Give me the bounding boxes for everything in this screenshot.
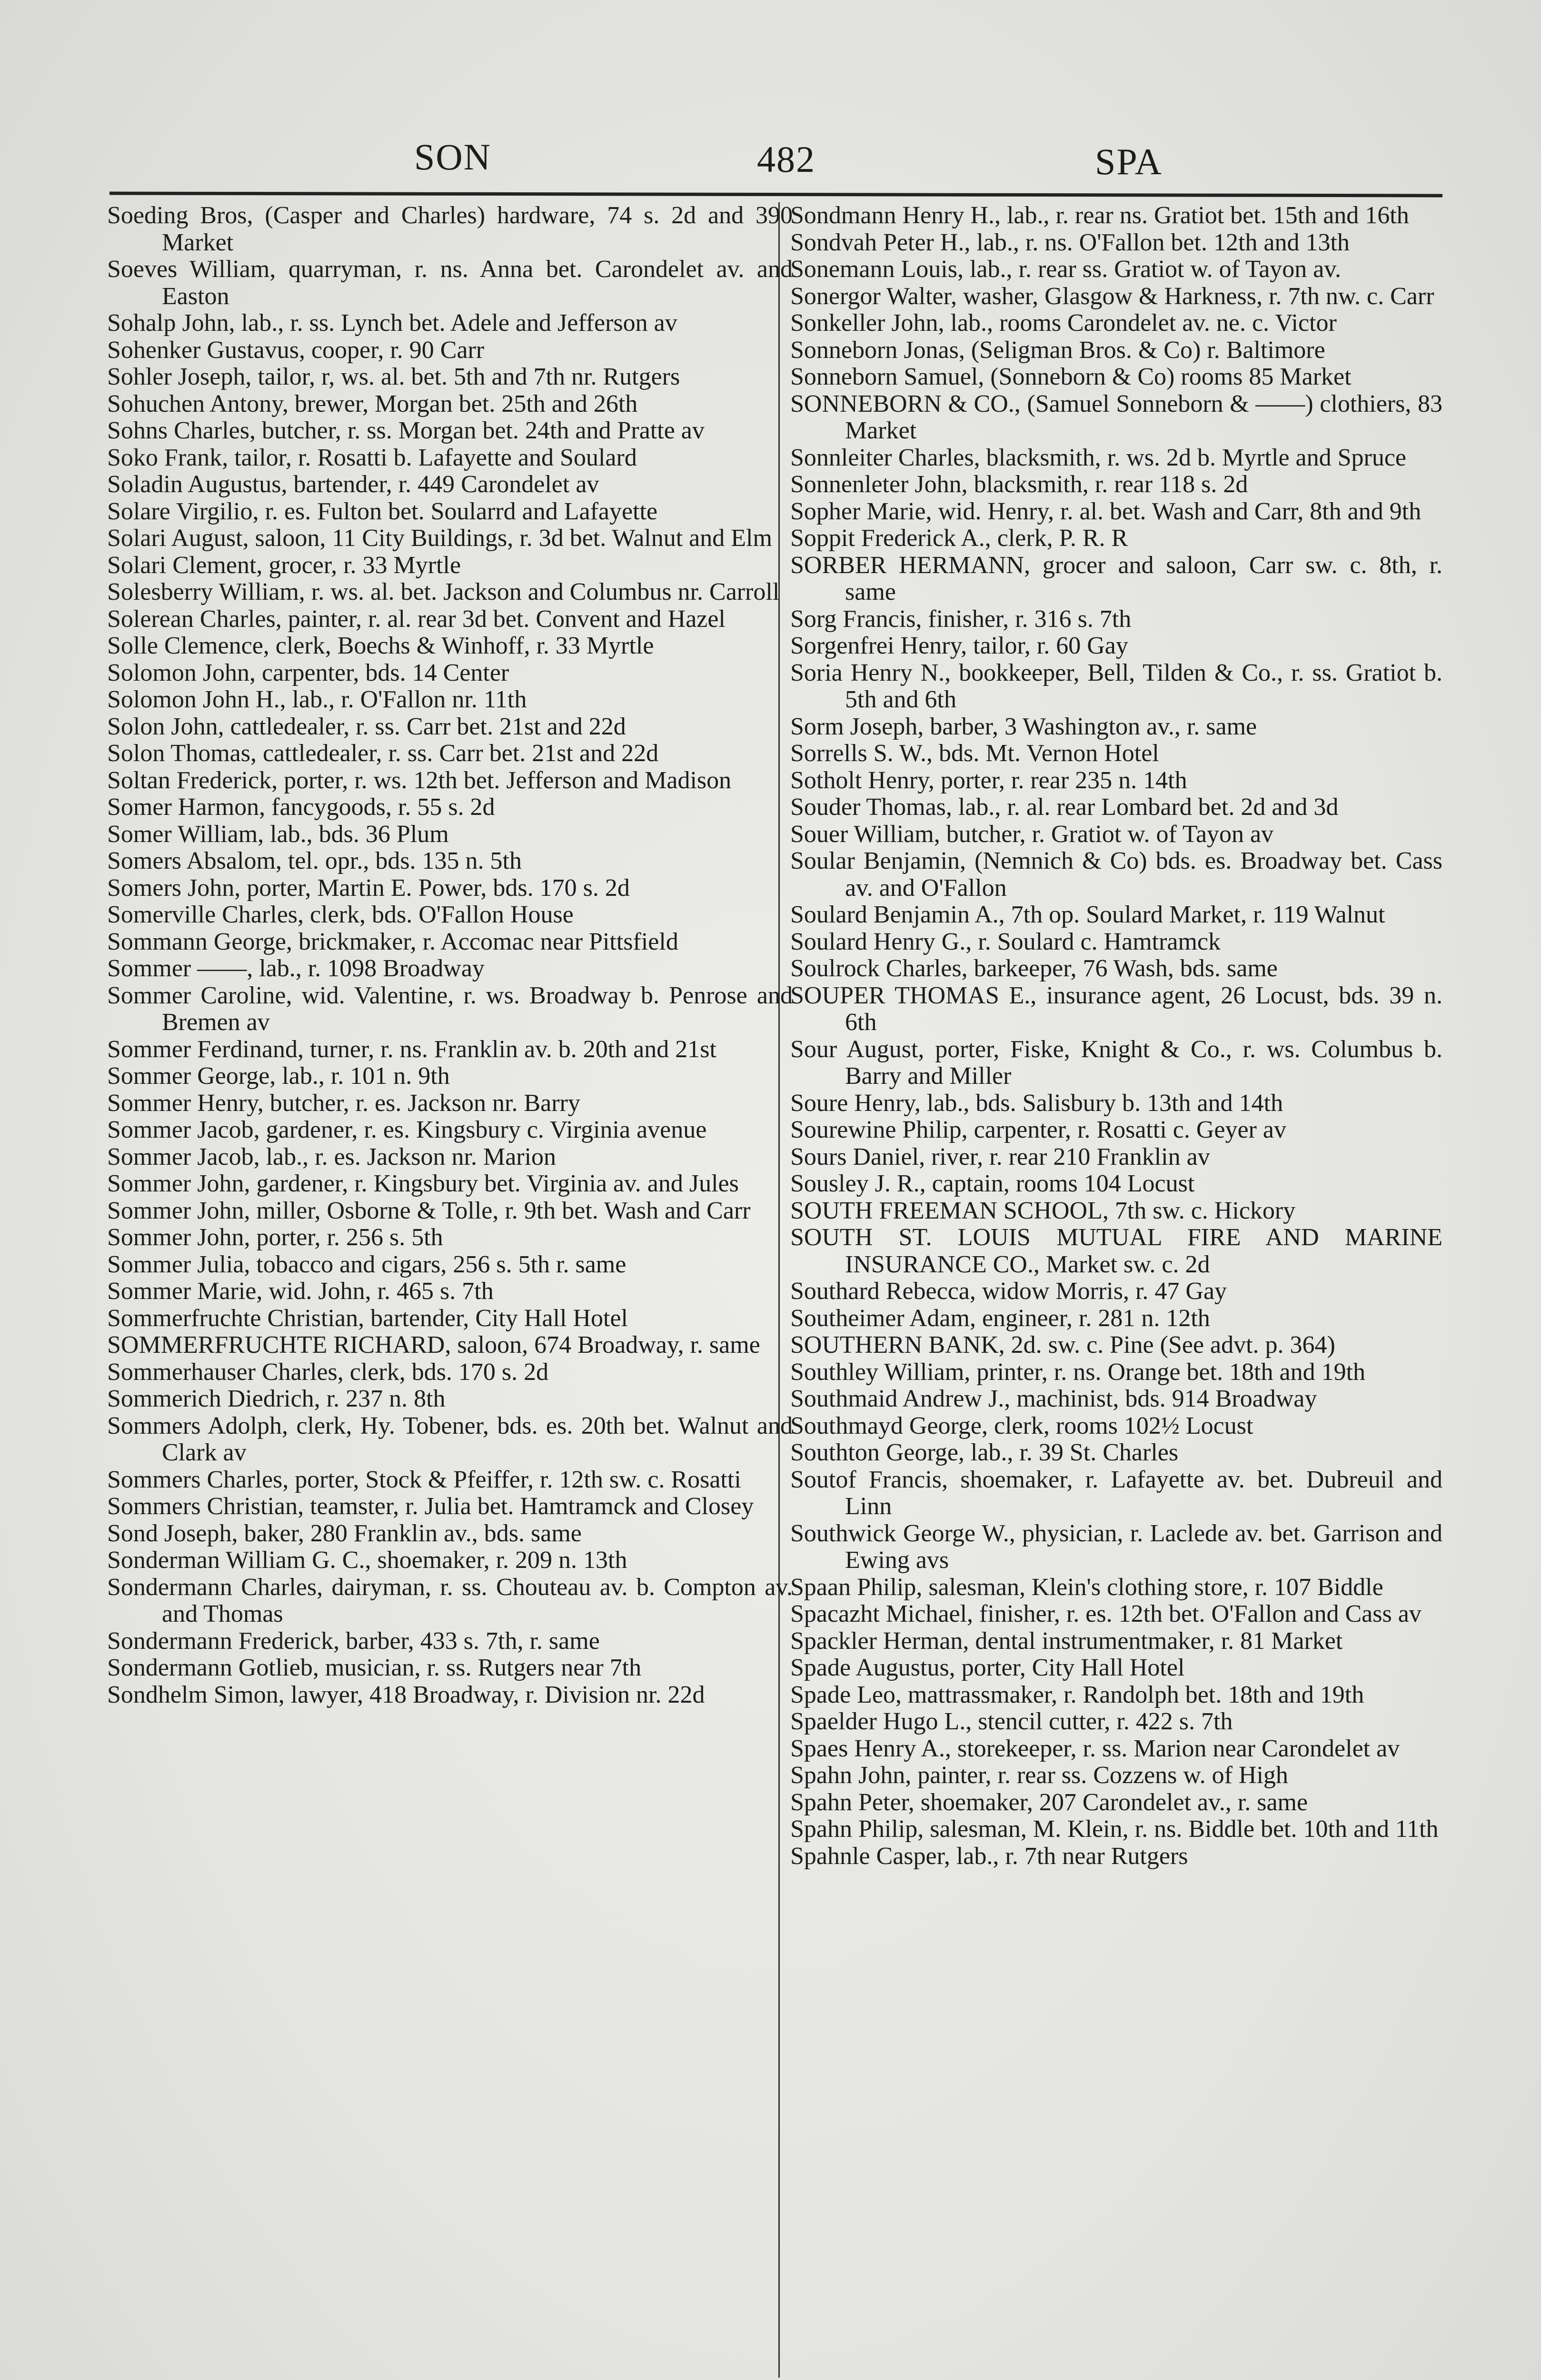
directory-entry: Sommer Jacob, gardener, r. es. Kingsbury c. Virginia avenue	[107, 1116, 707, 1143]
directory-entry: Soutof Francis, shoemaker, r. Lafayette av. bet. Dubreuil and Linn	[790, 1466, 1442, 1520]
directory-entry: Spade Leo, mattrassmaker, r. Randolph bet. 18th and 19th	[790, 1681, 1364, 1708]
directory-entry: SOUTHERN BANK, 2d. sw. c. Pine (See advt. p. 364)	[790, 1331, 1335, 1359]
directory-entry: Spacazht Michael, finisher, r. es. 12th bet. O'Fallon and Cass av	[790, 1600, 1422, 1627]
directory-entry: Sohuchen Antony, brewer, Morgan bet. 25th and 26th	[107, 390, 638, 417]
directory-entry: Sonemann Louis, lab., r. rear ss. Gratiot w. of Tayon av.	[790, 256, 1341, 283]
directory-entry: Sohler Joseph, tailor, r, ws. al. bet. 5th and 7th nr. Rutgers	[107, 363, 680, 390]
directory-entry: Sondermann Frederick, barber, 433 s. 7th, r. same	[107, 1627, 600, 1655]
directory-entry: Solle Clemence, clerk, Boechs & Winhoff, r. 33 Myrtle	[107, 632, 654, 659]
directory-entry: Somers John, porter, Martin E. Power, bds. 170 s. 2d	[107, 874, 630, 902]
directory-entry: Sommer John, gardener, r. Kingsbury bet. Virginia av. and Jules	[107, 1170, 739, 1197]
directory-entry: Soure Henry, lab., bds. Salisbury b. 13th and 14th	[790, 1089, 1283, 1117]
directory-entry: Sond Joseph, baker, 280 Franklin av., bds. same	[107, 1519, 582, 1547]
directory-entry: Sourewine Philip, carpenter, r. Rosatti c. Geyer av	[790, 1116, 1286, 1143]
directory-entry: Sommers Christian, teamster, r. Julia bet. Hamtramck and Closey	[107, 1493, 754, 1520]
directory-entry: Solon John, cattledealer, r. ss. Carr bet. 21st and 22d	[107, 713, 626, 740]
directory-entry: Sommer Jacob, lab., r. es. Jackson nr. Marion	[107, 1143, 557, 1170]
directory-entry: Soria Henry N., bookkeeper, Bell, Tilden & Co., r. ss. Gratiot b. 5th and 6th	[790, 659, 1442, 713]
directory-entry: Somer Harmon, fancygoods, r. 55 s. 2d	[107, 793, 495, 821]
directory-entry: Soulard Benjamin A., 7th op. Soulard Market, r. 119 Walnut	[790, 901, 1385, 928]
directory-entry: Spahn Peter, shoemaker, 207 Carondelet av., r. same	[790, 1788, 1308, 1816]
directory-entry: Sommerhauser Charles, clerk, bds. 170 s. 2d	[107, 1358, 549, 1386]
directory-entry: Southton George, lab., r. 39 St. Charles	[790, 1439, 1179, 1466]
directory-entry: Southley William, printer, r. ns. Orange bet. 18th and 19th	[790, 1358, 1366, 1386]
directory-entry: Spade Augustus, porter, City Hall Hotel	[790, 1654, 1185, 1681]
directory-entry: Sorgenfrei Henry, tailor, r. 60 Gay	[790, 632, 1128, 659]
directory-entry: Sommers Adolph, clerk, Hy. Tobener, bds. es. 20th bet. Walnut and Clark av	[107, 1412, 793, 1466]
directory-entry: Solerean Charles, painter, r. al. rear 3d bet. Convent and Hazel	[107, 605, 726, 633]
directory-entry: Soko Frank, tailor, r. Rosatti b. Lafayette and Soulard	[107, 444, 637, 471]
directory-entry: Solon Thomas, cattledealer, r. ss. Carr bet. 21st and 22d	[107, 740, 659, 767]
directory-entry: Sonderman William G. C., shoemaker, r. 209 n. 13th	[107, 1547, 627, 1574]
directory-entry: Sommer Henry, butcher, r. es. Jackson nr. Barry	[107, 1089, 580, 1117]
directory-entry: Spaelder Hugo L., stencil cutter, r. 422 s. 7th	[790, 1708, 1233, 1735]
directory-entry: Sousley J. R., captain, rooms 104 Locust	[790, 1170, 1195, 1197]
directory-entry: Southmaid Andrew J., machinist, bds. 914 Broadway	[790, 1385, 1317, 1412]
directory-entry: Sorrells S. W., bds. Mt. Vernon Hotel	[790, 740, 1159, 767]
directory-entry: Sours Daniel, river, r. rear 210 Franklin av	[790, 1143, 1210, 1170]
directory-entry: Sommer Ferdinand, turner, r. ns. Franklin av. b. 20th and 21st	[107, 1035, 716, 1063]
directory-entry: Sondhelm Simon, lawyer, 418 Broadway, r. Division nr. 22d	[107, 1681, 705, 1708]
directory-entry: Sonneborn Samuel, (Sonneborn & Co) rooms 85 Market	[790, 363, 1352, 390]
directory-entry: Sonneborn Jonas, (Seligman Bros. & Co) r. Baltimore	[790, 336, 1325, 364]
directory-entry: Spackler Herman, dental instrumentmaker, r. 81 Market	[790, 1627, 1343, 1655]
directory-entry: Sohns Charles, butcher, r. ss. Morgan bet. 24th and Pratte av	[107, 417, 705, 444]
directory-entry: Soeves William, quarryman, r. ns. Anna bet. Carondelet av. and Easton	[107, 256, 793, 310]
directory-entry: Sopher Marie, wid. Henry, r. al. bet. Wash and Carr, 8th and 9th	[790, 497, 1422, 525]
directory-entry: Sommer ——, lab., r. 1098 Broadway	[107, 955, 485, 982]
directory-entry: Sohenker Gustavus, cooper, r. 90 Carr	[107, 336, 485, 364]
directory-entry: Sorm Joseph, barber, 3 Washington av., r. same	[790, 713, 1257, 740]
directory-entry: Somerville Charles, clerk, bds. O'Fallon House	[107, 901, 574, 928]
directory-entry: Sommann George, brickmaker, r. Accomac near Pittsfield	[107, 928, 678, 955]
directory-entry: Sommerfruchte Christian, bartender, City Hall Hotel	[107, 1304, 628, 1332]
directory-entry: Souer William, butcher, r. Gratiot w. of Tayon av	[790, 820, 1274, 848]
directory-entry: Southard Rebecca, widow Morris, r. 47 Gay	[790, 1278, 1227, 1305]
directory-entry: Sommer Marie, wid. John, r. 465 s. 7th	[107, 1278, 494, 1305]
directory-entry: Soladin Augustus, bartender, r. 449 Carondelet av	[107, 471, 599, 498]
directory-entry: SOMMERFRUCHTE RICHARD, saloon, 674 Broadway, r. same	[107, 1331, 760, 1359]
directory-entry: Soppit Frederick A., clerk, P. R. R	[790, 525, 1128, 552]
directory-entry: Southwick George W., physician, r. Laclede av. bet. Garrison and Ewing avs	[790, 1519, 1442, 1574]
directory-entry: Spaes Henry A., storekeeper, r. ss. Marion near Carondelet av	[790, 1735, 1400, 1762]
directory-entry: Solari Clement, grocer, r. 33 Myrtle	[107, 551, 461, 579]
right-guide-word: SPA	[1095, 141, 1163, 182]
directory-entry: Souder Thomas, lab., r. al. rear Lombard bet. 2d and 3d	[790, 793, 1339, 821]
directory-entry: Sohalp John, lab., r. ss. Lynch bet. Adele and Jefferson av	[107, 309, 677, 337]
directory-entry: Sondermann Charles, dairyman, r. ss. Chouteau av. b. Compton av. and Thomas	[107, 1573, 793, 1627]
directory-entry: Spahn John, painter, r. rear ss. Cozzens w. of High	[790, 1762, 1288, 1789]
directory-entry: Sour August, porter, Fiske, Knight & Co., r. ws. Columbus b. Barry and Miller	[790, 1035, 1442, 1090]
directory-entry: Solomon John H., lab., r. O'Fallon nr. 11th	[107, 686, 527, 713]
directory-entry: Solomon John, carpenter, bds. 14 Center	[107, 659, 509, 686]
directory-entry: Sorg Francis, finisher, r. 316 s. 7th	[790, 605, 1132, 633]
directory-entry: Sonkeller John, lab., rooms Carondelet av. ne. c. Victor	[790, 309, 1337, 337]
directory-entry: SORBER HERMANN, grocer and saloon, Carr sw. c. 8th, r. same	[790, 551, 1442, 605]
directory-entry: Spahnle Casper, lab., r. 7th near Rutgers	[790, 1842, 1188, 1870]
directory-entry: Spahn Philip, salesman, M. Klein, r. ns. Biddle bet. 10th and 11th	[790, 1815, 1439, 1843]
left-column	[107, 202, 793, 1708]
left-guide-word: SON	[414, 136, 492, 178]
directory-entry: SOUPER THOMAS E., insurance agent, 26 Locust, bds. 39 n. 6th	[790, 982, 1442, 1036]
directory-entry: Soeding Bros, (Casper and Charles) hardware, 74 s. 2d and 390 Market	[107, 202, 793, 256]
directory-entry: Soulrock Charles, barkeeper, 76 Wash, bds. same	[790, 955, 1278, 982]
directory-entry: Sonnenleter John, blacksmith, r. rear 118 s. 2d	[790, 471, 1248, 498]
directory-entry: Sondvah Peter H., lab., r. ns. O'Fallon bet. 12th and 13th	[790, 228, 1350, 256]
right-column	[790, 202, 1442, 1870]
directory-entry: Solare Virgilio, r. es. Fulton bet. Soularrd and Lafayette	[107, 497, 658, 525]
directory-entry: Somer William, lab., bds. 36 Plum	[107, 820, 449, 848]
page-number: 482	[757, 139, 815, 180]
directory-entry: SONNEBORN & CO., (Samuel Sonneborn & ——) clothiers, 83 Market	[790, 390, 1442, 444]
directory-entry: Sommers Charles, porter, Stock & Pfeiffer, r. 12th sw. c. Rosatti	[107, 1466, 741, 1493]
directory-entry: SOUTH FREEMAN SCHOOL, 7th sw. c. Hickory	[790, 1197, 1296, 1224]
directory-entry: Solesberry William, r. ws. al. bet. Jackson and Columbus nr. Carroll	[107, 578, 780, 605]
directory-entry: SOUTH ST. LOUIS MUTUAL FIRE AND MARINE INSURANCE CO., Market sw. c. 2d	[790, 1224, 1442, 1278]
directory-entry: Spaan Philip, salesman, Klein's clothing store, r. 107 Biddle	[790, 1573, 1383, 1601]
directory-entry: Soltan Frederick, porter, r. ws. 12th bet. Jefferson and Madison	[107, 766, 732, 794]
directory-entry: Somers Absalom, tel. opr., bds. 135 n. 5th	[107, 847, 522, 874]
directory-entry: Soular Benjamin, (Nemnich & Co) bds. es. Broadway bet. Cass av. and O'Fallon	[790, 847, 1442, 902]
directory-entry: Sommer George, lab., r. 101 n. 9th	[107, 1062, 450, 1090]
directory-entry: Sommer John, miller, Osborne & Tolle, r. 9th bet. Wash and Carr	[107, 1197, 751, 1224]
directory-entry: Sommer Caroline, wid. Valentine, r. ws. Broadway b. Penrose and Bremen av	[107, 982, 793, 1036]
page-header	[109, 129, 1438, 181]
header-rule	[109, 192, 1442, 198]
directory-entry: Sommerich Diedrich, r. 237 n. 8th	[107, 1385, 446, 1412]
directory-entry: Soulard Henry G., r. Soulard c. Hamtramck	[790, 928, 1221, 955]
directory-entry: Sondmann Henry H., lab., r. rear ns. Gratiot bet. 15th and 16th	[790, 202, 1409, 229]
directory-entry: Sotholt Henry, porter, r. rear 235 n. 14th	[790, 766, 1187, 794]
directory-entry: Solari August, saloon, 11 City Buildings, r. 3d bet. Walnut and Elm	[107, 525, 772, 552]
directory-entry: Sonnleiter Charles, blacksmith, r. ws. 2d b. Myrtle and Spruce	[790, 444, 1407, 471]
directory-entry: Southmayd George, clerk, rooms 102½ Locust	[790, 1412, 1253, 1439]
directory-entry: Sonergor Walter, washer, Glasgow & Harkness, r. 7th nw. c. Carr	[790, 282, 1434, 310]
directory-entry: Sommer Julia, tobacco and cigars, 256 s. 5th r. same	[107, 1250, 626, 1278]
directory-entry: Sommer John, porter, r. 256 s. 5th	[107, 1224, 443, 1251]
directory-entry: Southeimer Adam, engineer, r. 281 n. 12th	[790, 1304, 1210, 1332]
directory-entry: Sondermann Gotlieb, musician, r. ss. Rutgers near 7th	[107, 1654, 642, 1681]
